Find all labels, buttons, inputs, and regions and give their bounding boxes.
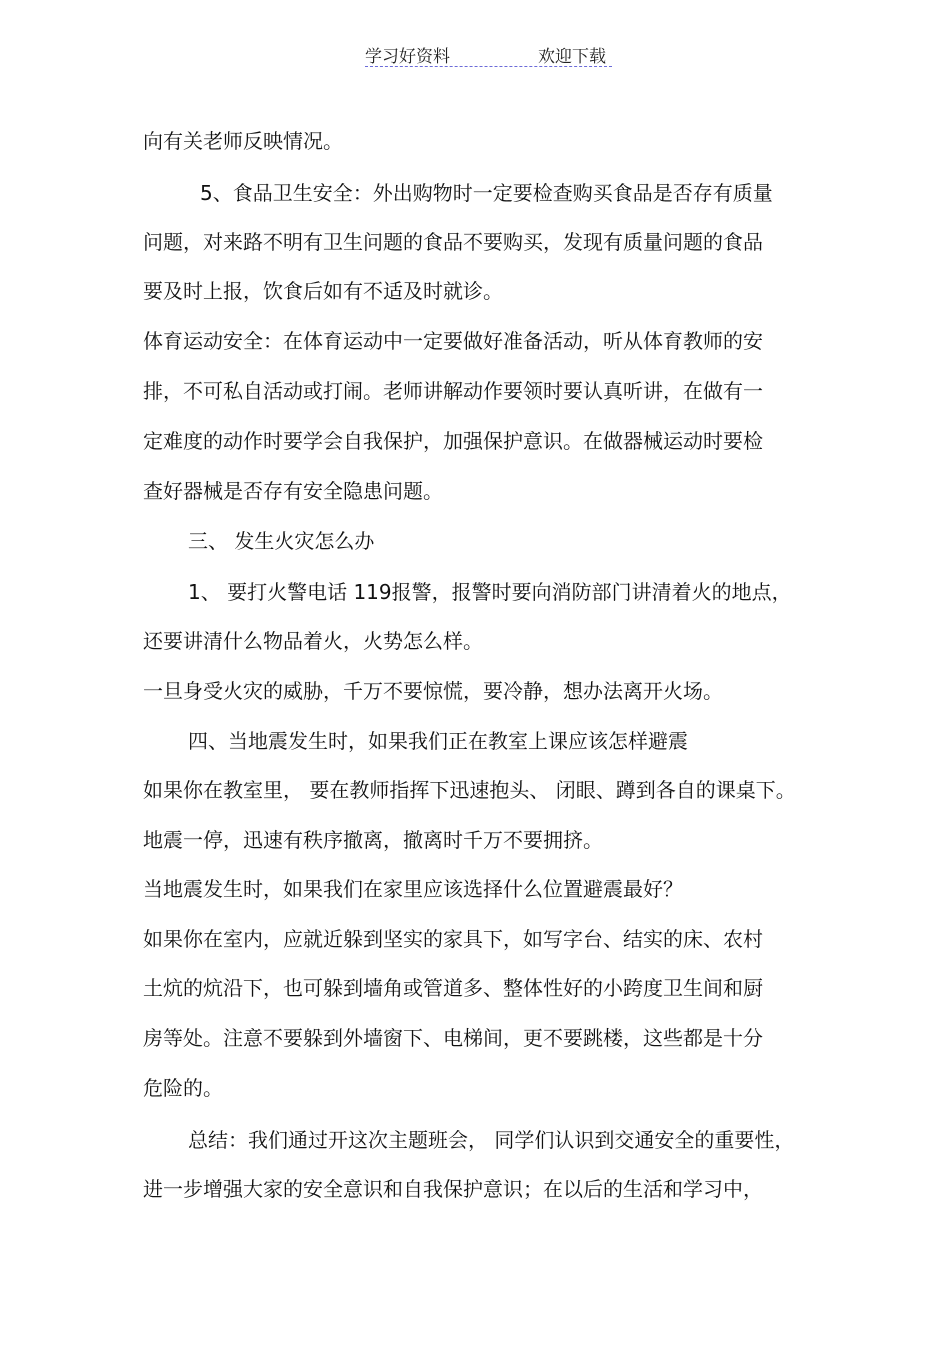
text-line: 当地震发生时，如果我们在家里应该选择什么位置避震最好？ (143, 877, 683, 901)
text-line: 危险的。 (143, 1076, 223, 1100)
header-left-text: 学习好资料 (365, 47, 450, 67)
text-line: 地震一停，迅速有秩序撤离，撤离时千万不要拥挤。 (143, 828, 603, 852)
text-line: 房等处。注意不要躲到外墙窗下、电梯间，更不要跳楼，这些都是十分 (143, 1026, 763, 1050)
page-header (365, 40, 612, 67)
text-line: 查好器械是否存有安全隐患问题。 (143, 479, 443, 503)
text-line: 1、 要打火警电话 119报警，报警时要向消防部门讲清着火的地点， (188, 580, 792, 604)
text-line: 一旦身受火灾的威胁，千万不要惊慌，要冷静，想办法离开火场。 (143, 679, 723, 703)
text-line: 定难度的动作时要学会自我保护，加强保护意识。在做器械运动时要检 (143, 429, 763, 453)
text-line: 进一步增强大家的安全意识和自我保护意识；在以后的生活和学习中， (143, 1177, 763, 1201)
text-line: 5、食品卫生安全：外出购物时一定要检查购买食品是否存有质量 (200, 181, 773, 205)
text-line: 如果你在教室里， 要在教师指挥下迅速抱头、 闭眼、蹲到各自的课桌下。 (143, 778, 796, 802)
text-line: 总结：我们通过开这次主题班会， 同学们认识到交通安全的重要性， (188, 1128, 795, 1152)
text-line: 还要讲清什么物品着火，火势怎么样。 (143, 629, 483, 653)
section-heading: 三、 发生火灾怎么办 (188, 529, 375, 553)
text-line: 如果你在室内，应就近躲到坚实的家具下，如写字台、结实的床、农村 (143, 927, 763, 951)
text-line: 要及时上报，饮食后如有不适及时就诊。 (143, 279, 503, 303)
header-right-text: 欢迎下载 (538, 47, 606, 67)
text-line: 土炕的炕沿下，也可躲到墙角或管道多、整体性好的小跨度卫生间和厨 (143, 976, 763, 1000)
text-line: 问题，对来路不明有卫生问题的食品不要购买，发现有质量问题的食品 (143, 230, 763, 254)
text-line: 向有关老师反映情况。 (143, 129, 343, 153)
section-heading: 四、当地震发生时，如果我们正在教室上课应该怎样避震 (188, 729, 688, 753)
text-line: 体育运动安全：在体育运动中一定要做好准备活动，听从体育教师的安 (143, 329, 763, 353)
text-line: 排，不可私自活动或打闹。老师讲解动作要领时要认真听讲，在做有一 (143, 379, 763, 403)
